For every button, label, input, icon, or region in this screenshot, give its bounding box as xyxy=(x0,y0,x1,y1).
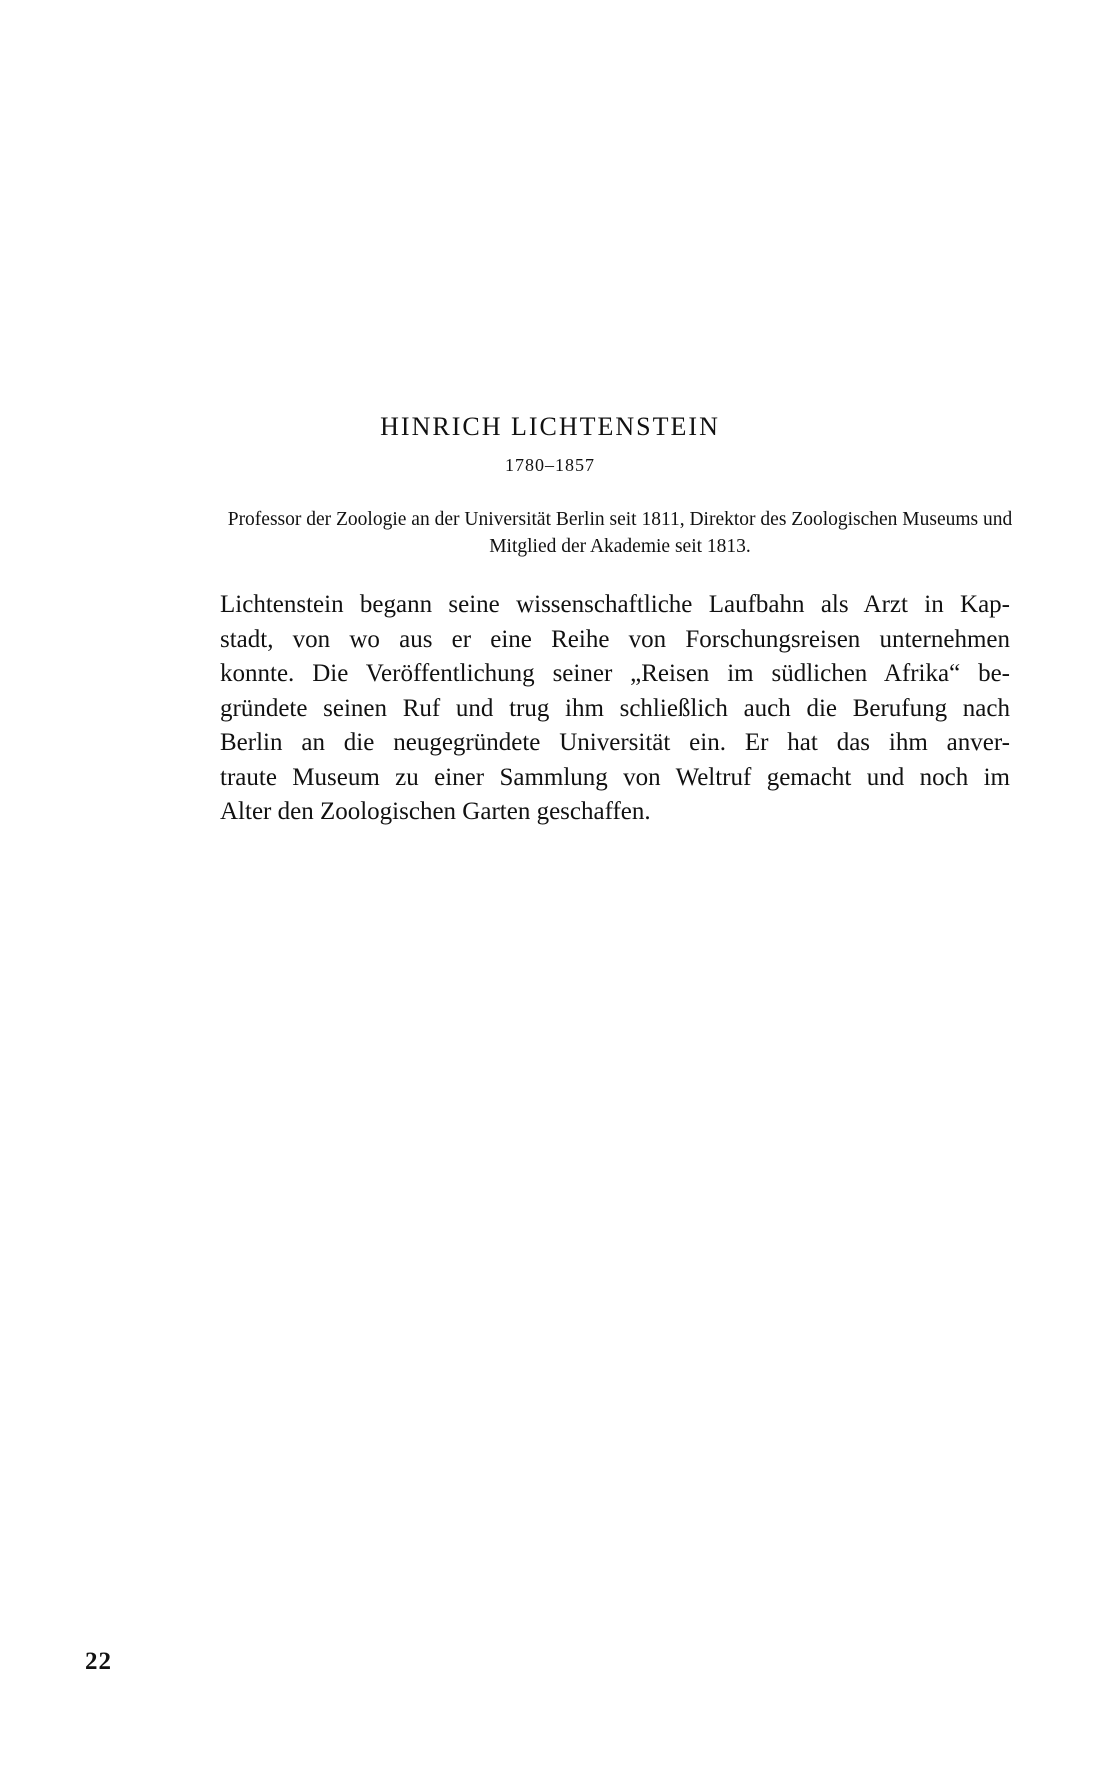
page-number: 22 xyxy=(85,1648,112,1675)
body-line: stadt, von wo aus er eine Reihe von Forschungsreisen unternehmen xyxy=(220,625,1010,653)
body-line: gründete seinen Ruf und trug ihm schließlich auch die Berufung nach xyxy=(220,694,1010,722)
page-title: HINRICH LICHTENSTEIN xyxy=(380,412,720,441)
body-line: konnte. Die Veröffentlichung seiner „Reisen im südlichen Afrika“ be- xyxy=(220,660,1010,687)
life-dates: 1780–1857 xyxy=(505,455,595,475)
body-line: Lichtenstein begann seine wissenschaftliche Laufbahn als Arzt in Kap- xyxy=(220,591,1010,618)
body-line: Berlin an die neugegründete Universität ein. Er hat das ihm anver- xyxy=(220,729,1010,756)
body-paragraph xyxy=(220,588,1010,830)
body-line: traute Museum zu einer Sammlung von Weltruf gemacht und noch im xyxy=(220,763,1010,791)
body-line: Alter den Zoologischen Garten geschaffen. xyxy=(220,798,651,825)
biographical-subtitle: Professor der Zoologie an der Universität Berlin seit 1811, Direktor des Zoologischen Museums und Mitglied der Akademie seit 1813. xyxy=(227,509,1013,557)
